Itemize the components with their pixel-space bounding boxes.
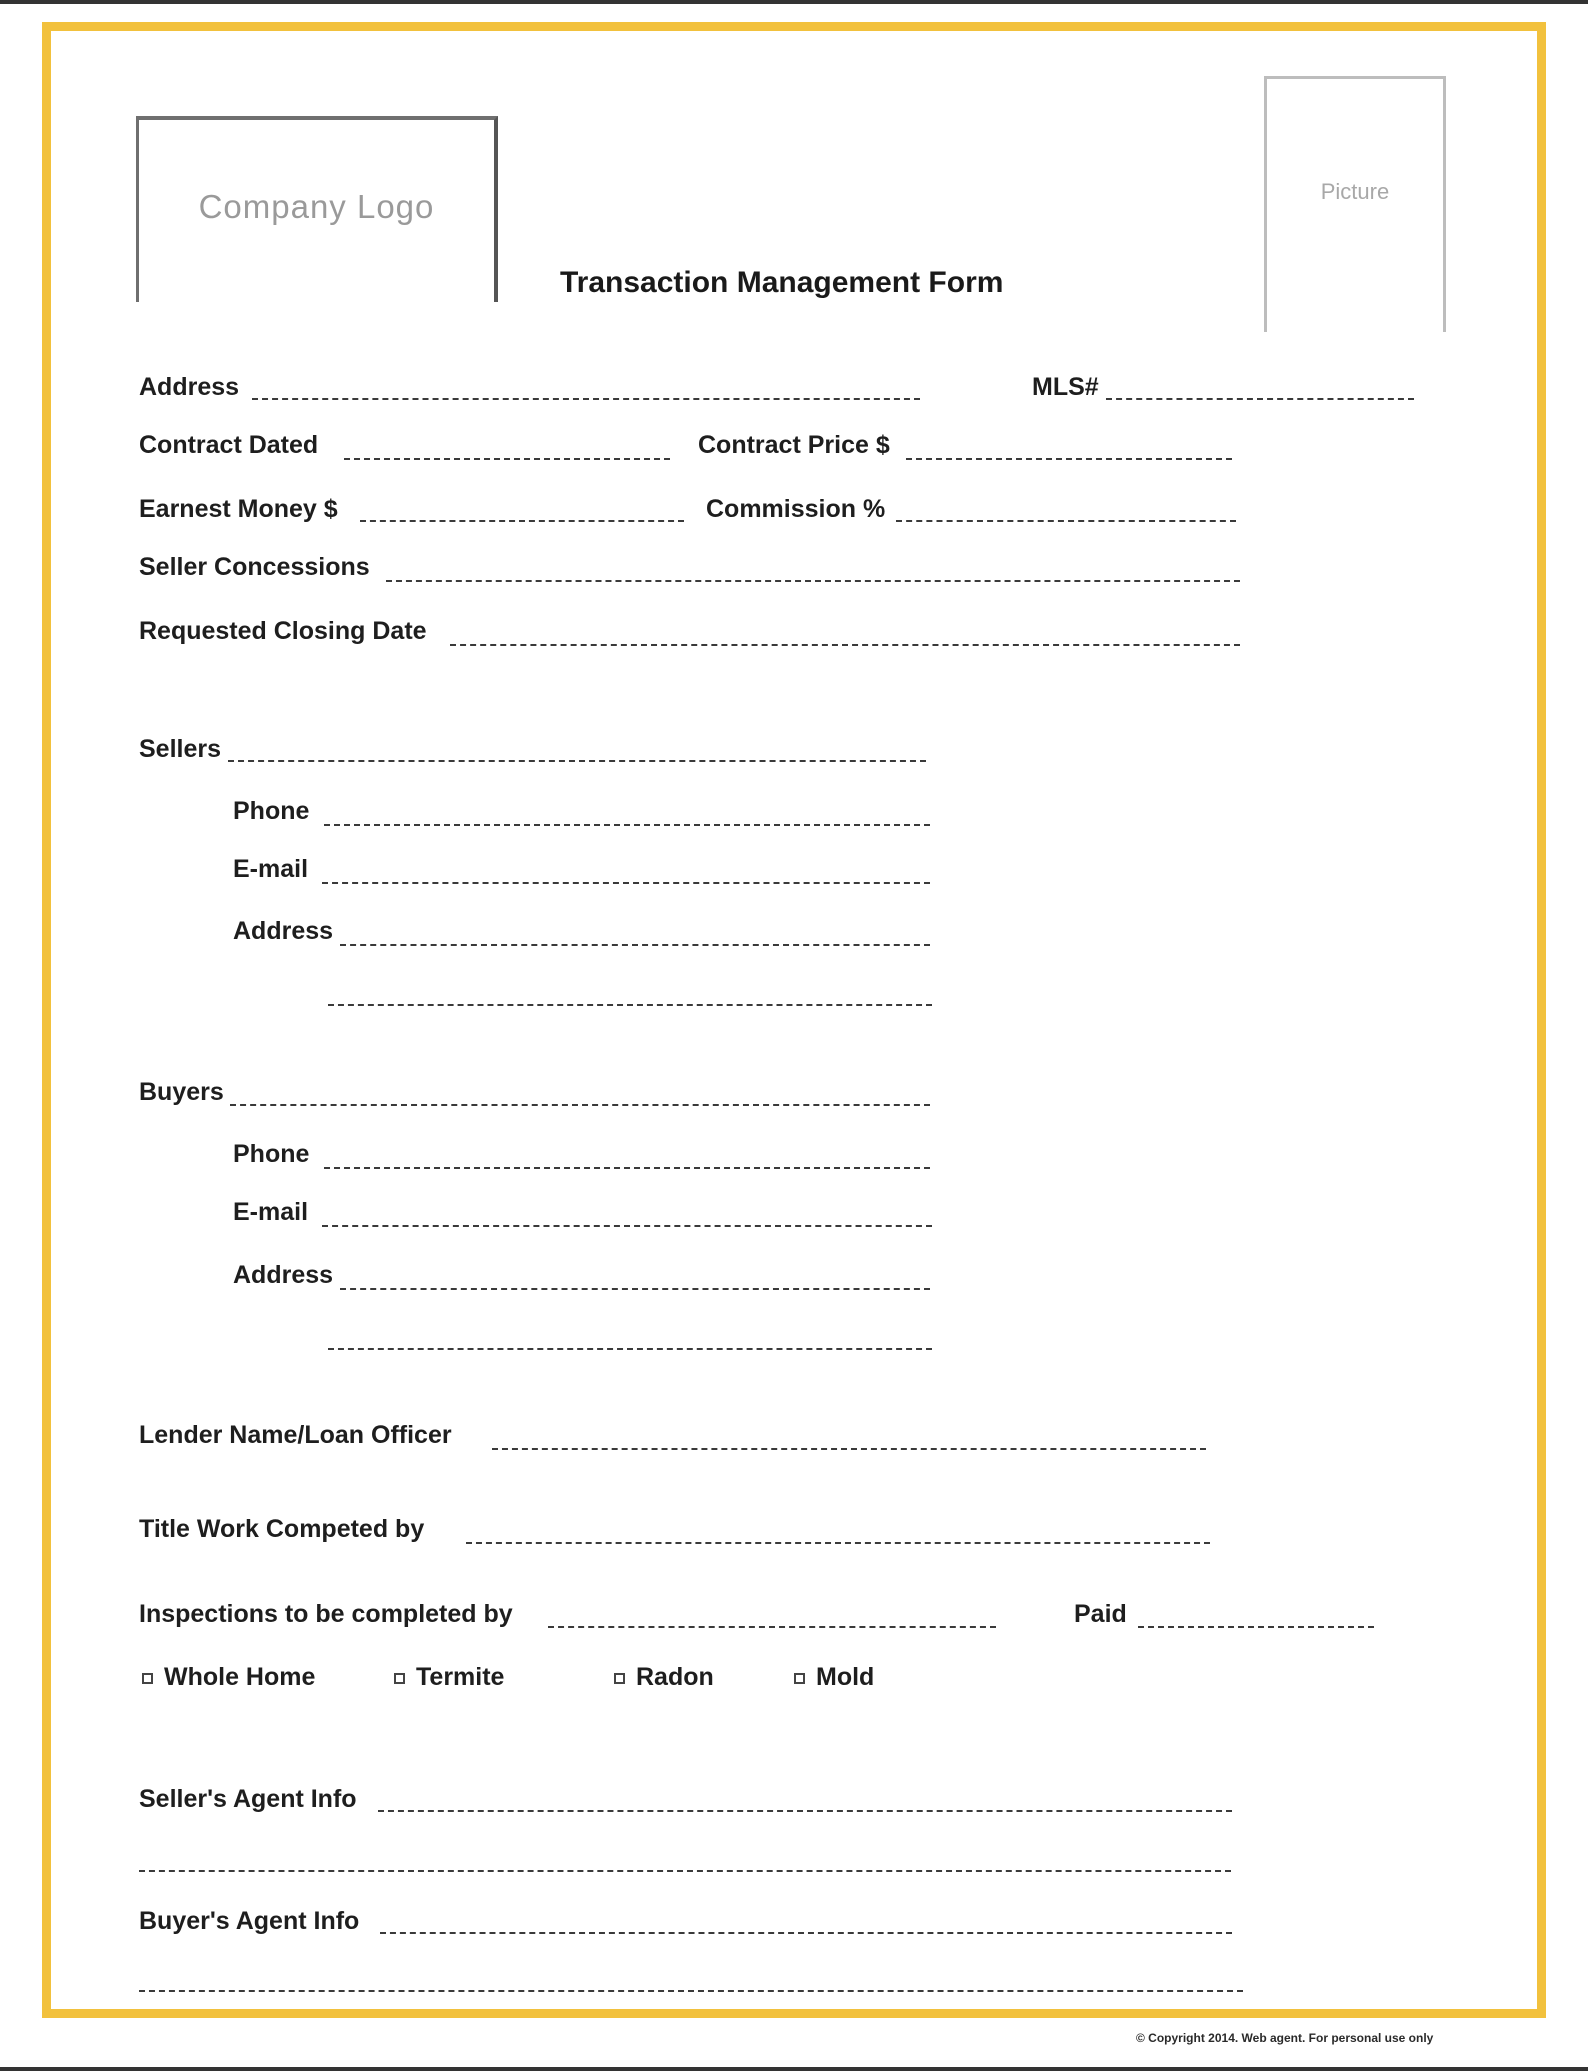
mold-checkbox[interactable] [794, 1673, 805, 1684]
earnest-money-label: Earnest Money $ [139, 495, 338, 523]
buyers-address-line-1[interactable] [340, 1288, 930, 1290]
buyers-email-label: E-mail [233, 1198, 309, 1226]
sellers-email-label: E-mail [233, 855, 309, 883]
sellers-phone-label: Phone [233, 797, 310, 825]
requested-closing-date-label: Requested Closing Date [139, 617, 427, 645]
mls-label: MLS# [1032, 373, 1099, 401]
sellers-label: Sellers [139, 735, 222, 763]
termite-label: Termite [416, 1663, 505, 1691]
radon-checkbox[interactable] [614, 1673, 625, 1684]
buyers-phone-label: Phone [233, 1140, 310, 1168]
contract-dated-line[interactable] [344, 458, 670, 460]
buyers-address-label: Address [233, 1261, 334, 1289]
sellers-email-line[interactable] [322, 882, 930, 884]
buyers-agent-label: Buyer's Agent Info [139, 1907, 360, 1935]
inspections-line[interactable] [548, 1626, 996, 1628]
seller-concessions-line[interactable] [386, 580, 1240, 582]
address-line[interactable] [252, 398, 920, 400]
top-edge [0, 0, 1588, 4]
whole-home-label: Whole Home [164, 1663, 316, 1691]
commission-label: Commission % [706, 495, 886, 523]
lender-label: Lender Name/Loan Officer [139, 1421, 452, 1449]
title-work-line[interactable] [466, 1542, 1210, 1544]
contract-dated-label: Contract Dated [139, 431, 319, 459]
whole-home-checkbox[interactable] [142, 1673, 153, 1684]
buyers-phone-line[interactable] [324, 1167, 930, 1169]
paid-label: Paid [1074, 1600, 1127, 1628]
picture-text: Picture [1320, 179, 1390, 204]
copyright-notice: © Copyright 2014. Web agent. For personal use only [1136, 2031, 1434, 2045]
sellers-agent-line-2[interactable] [139, 1870, 1231, 1872]
buyers-line[interactable] [230, 1104, 930, 1106]
sellers-line[interactable] [228, 760, 926, 762]
lender-line[interactable] [492, 1448, 1206, 1450]
contract-price-line[interactable] [906, 458, 1232, 460]
contract-price-label: Contract Price $ [698, 431, 890, 459]
buyers-agent-line-2[interactable] [139, 1990, 1243, 1992]
picture-placeholder [1264, 76, 1446, 332]
sellers-address-line-2[interactable] [328, 1004, 932, 1006]
sellers-agent-line-1[interactable] [378, 1810, 1232, 1812]
commission-line[interactable] [896, 520, 1236, 522]
requested-closing-date-line[interactable] [450, 644, 1240, 646]
buyers-label: Buyers [139, 1078, 224, 1106]
bottom-edge [0, 2067, 1588, 2071]
sellers-address-label: Address [233, 917, 334, 945]
title-work-label: Title Work Competed by [139, 1515, 425, 1543]
buyers-agent-line-1[interactable] [380, 1932, 1232, 1934]
address-label: Address [139, 373, 240, 401]
radon-label: Radon [636, 1663, 714, 1691]
earnest-money-line[interactable] [360, 520, 684, 522]
sellers-phone-line[interactable] [324, 824, 930, 826]
seller-concessions-label: Seller Concessions [139, 553, 370, 581]
sellers-agent-label: Seller's Agent Info [139, 1785, 357, 1813]
termite-checkbox[interactable] [394, 1673, 405, 1684]
paid-line[interactable] [1138, 1626, 1374, 1628]
mls-line[interactable] [1106, 398, 1414, 400]
inspections-label: Inspections to be completed by [139, 1600, 513, 1628]
buyers-address-line-2[interactable] [328, 1348, 932, 1350]
form-title: Transaction Management Form [560, 266, 1004, 299]
company-logo-placeholder [136, 116, 498, 302]
sellers-address-line-1[interactable] [340, 944, 930, 946]
company-logo-text: Company Logo [198, 188, 435, 225]
mold-label: Mold [816, 1663, 875, 1691]
buyers-email-line[interactable] [322, 1225, 932, 1227]
